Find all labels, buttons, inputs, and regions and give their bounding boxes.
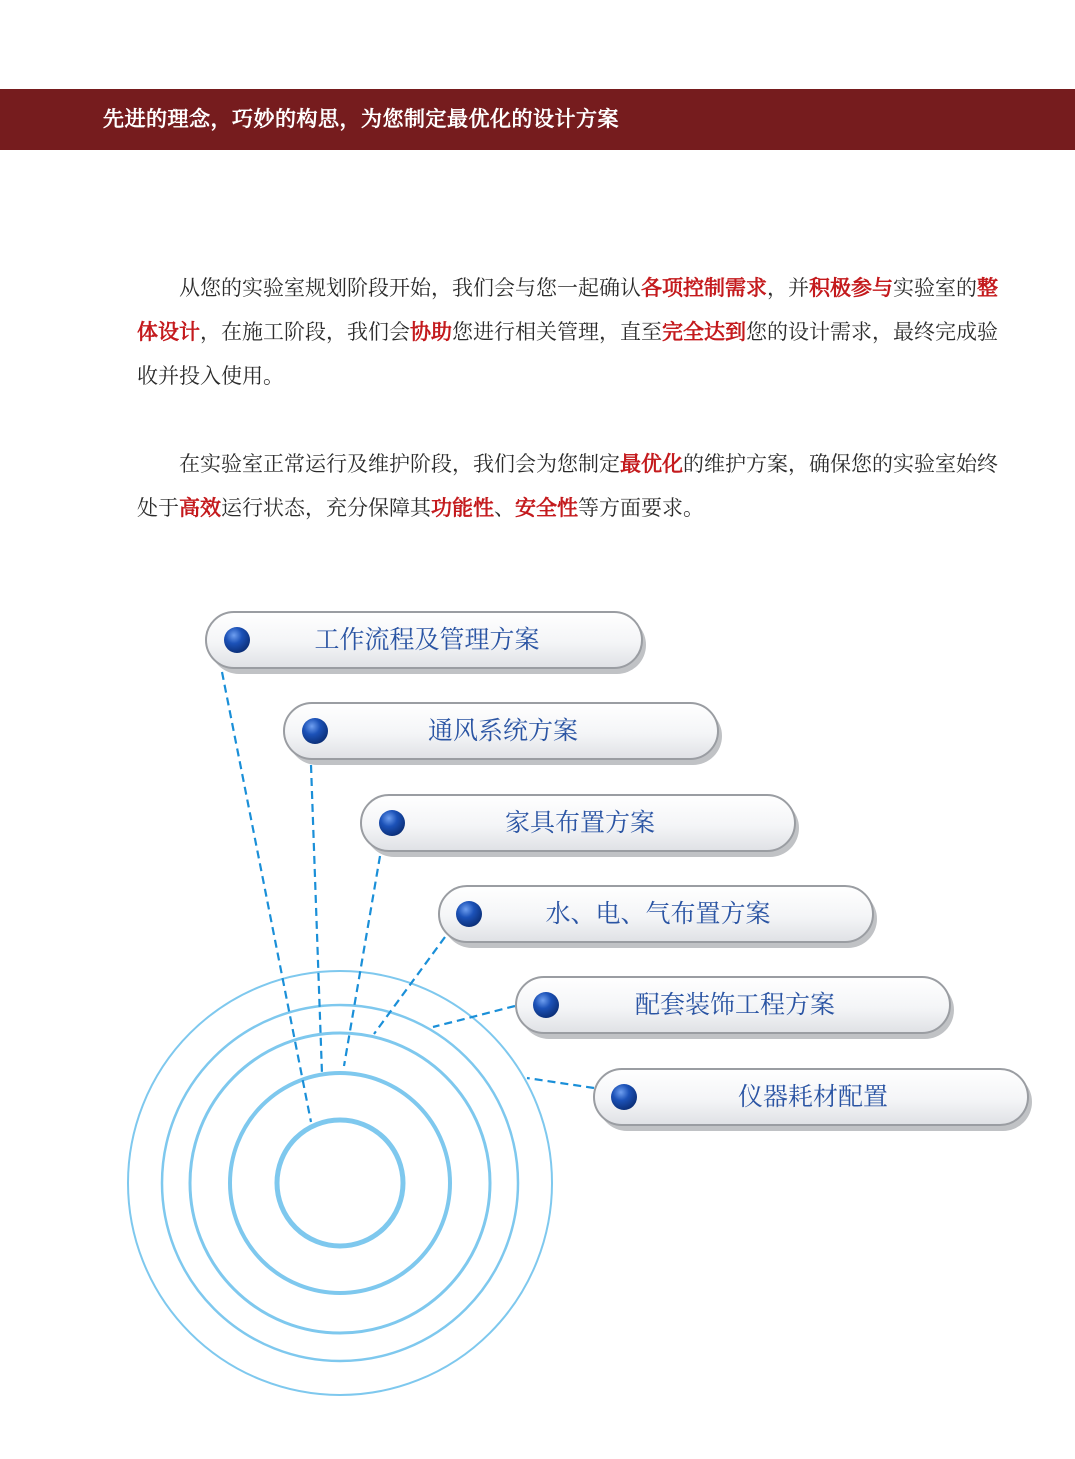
banner-title: 先进的理念，巧妙的构思，为您制定最优化的设计方案 xyxy=(103,107,619,131)
concentric-rings xyxy=(128,971,552,1395)
body-text: 等方面要求。 xyxy=(578,496,704,520)
ring-4 xyxy=(162,1005,518,1361)
bullet-dot-icon xyxy=(302,718,328,744)
highlight-text: 最优化 xyxy=(620,452,683,476)
connector-5 xyxy=(433,1006,515,1027)
highlight-text: 安全性 xyxy=(515,496,578,520)
bullet-dot-icon xyxy=(533,992,559,1018)
body-text: 的维护方案，确保您的实验室始终处于 xyxy=(137,452,998,520)
body-text: 在实验室正常运行及维护阶段，我们会为您制定 xyxy=(179,452,620,476)
highlight-text: 协助 xyxy=(410,320,452,344)
body-text: 实验室的 xyxy=(893,276,977,300)
body-text: 、 xyxy=(494,496,515,520)
connector-2 xyxy=(311,765,322,1074)
solution-item-label: 仪器耗材配置 xyxy=(737,1082,888,1111)
highlight-text: 积极参与 xyxy=(809,276,893,300)
pill-shapes xyxy=(206,612,1032,1131)
ring-2 xyxy=(230,1073,450,1293)
body-text: 您的设计需求，最终完成验收并投入使用。 xyxy=(137,320,998,388)
bullet-dot-icon xyxy=(224,627,250,653)
body-text: 您进行相关管理，直至 xyxy=(452,320,662,344)
bullet-dot-icon xyxy=(456,901,482,927)
ring-3 xyxy=(190,1033,490,1333)
solution-item-label: 通风系统方案 xyxy=(427,716,578,745)
highlight-text: 高效 xyxy=(179,496,221,520)
body-text: 运行状态，充分保障其 xyxy=(221,496,431,520)
solution-item-label: 工作流程及管理方案 xyxy=(314,625,540,654)
body-text: ，在施工阶段，我们会 xyxy=(200,320,410,344)
bullet-dot-icon xyxy=(611,1084,637,1110)
ring-outer xyxy=(128,971,552,1395)
solution-item-label: 水、电、气布置方案 xyxy=(545,899,771,928)
solution-item-label: 配套装饰工程方案 xyxy=(634,990,835,1019)
bullet-dot-icon xyxy=(379,810,405,836)
body-text: 从您的实验室规划阶段开始，我们会与您一起确认 xyxy=(179,276,641,300)
solution-item-label: 家具布置方案 xyxy=(504,808,655,837)
highlight-text: 功能性 xyxy=(431,496,494,520)
ring-inner xyxy=(277,1120,403,1246)
highlight-text: 各项控制需求 xyxy=(641,276,767,300)
highlight-text: 完全达到 xyxy=(662,320,746,344)
highlight-text: 整体设计 xyxy=(137,276,998,344)
connector-6 xyxy=(527,1078,594,1088)
body-text: ，并 xyxy=(767,276,809,300)
